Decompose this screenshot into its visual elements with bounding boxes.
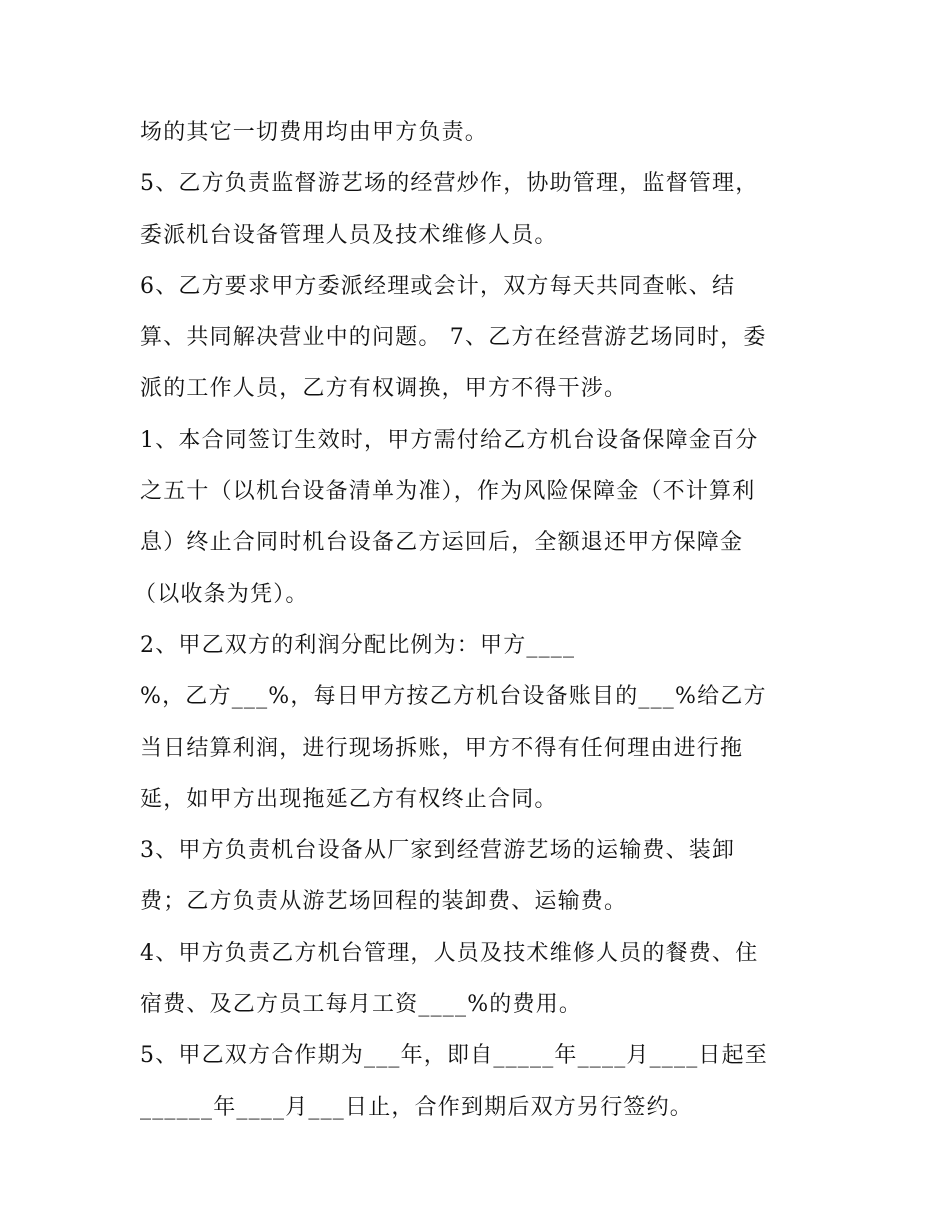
text-line: 当日结算利润，进行现场拆账，甲方不得有任何理由进行拖 xyxy=(140,735,744,761)
text-line: 之五十（以机台设备清单为准），作为风险保障金（不计算利 xyxy=(140,479,756,505)
text-line: 费；乙方负责从游艺场回程的装卸费、运输费。 xyxy=(140,889,628,915)
text-line: 委派机台设备管理人员及技术维修人员。 xyxy=(140,222,558,248)
text-line: 5、乙方负责监督游艺场的经营炒作，协助管理，监督管理， xyxy=(140,171,759,197)
contract-text xyxy=(134,107,830,1133)
text-line: %，乙方___%，每日甲方按乙方机台设备账目的___%给乙方 xyxy=(140,684,767,710)
text-line: 6、乙方要求甲方委派经理或会计，双方每天共同查帐、结 xyxy=(140,273,736,299)
text-line: 算、共同解决营业中的问题。 7、乙方在经营游艺场同时，委 xyxy=(140,325,767,351)
text-line: 1、本合同签订生效时，甲方需付给乙方机台设备保障金百分 xyxy=(140,427,759,453)
text-line: 2、甲乙双方的利润分配比例为：甲方____ xyxy=(140,632,576,658)
text-line: ______年____月___日止，合作到期后双方另行签约。 xyxy=(140,1094,694,1120)
text-line: 息）终止合同时机台设备乙方运回后，全额退还甲方保障金 xyxy=(140,530,744,556)
text-line: 5、甲乙双方合作期为___年，即自_____年____月____日起至 xyxy=(140,1043,768,1069)
text-line: 4、甲方负责乙方机台管理，人员及技术维修人员的餐费、住 xyxy=(140,940,759,966)
text-line: 延，如甲方出现拖延乙方有权终止合同。 xyxy=(140,786,558,812)
text-line: 派的工作人员，乙方有权调换，甲方不得干涉。 xyxy=(140,376,628,402)
text-line: 场的其它一切费用均由甲方负责。 xyxy=(140,120,489,145)
text-line: （以收条为凭）。 xyxy=(134,581,309,607)
text-line: 3、甲方负责机台设备从厂家到经营游艺场的运输费、装卸 xyxy=(140,838,736,864)
text-line: 宿费、及乙方员工每月工资____%的费用。 xyxy=(140,992,583,1018)
